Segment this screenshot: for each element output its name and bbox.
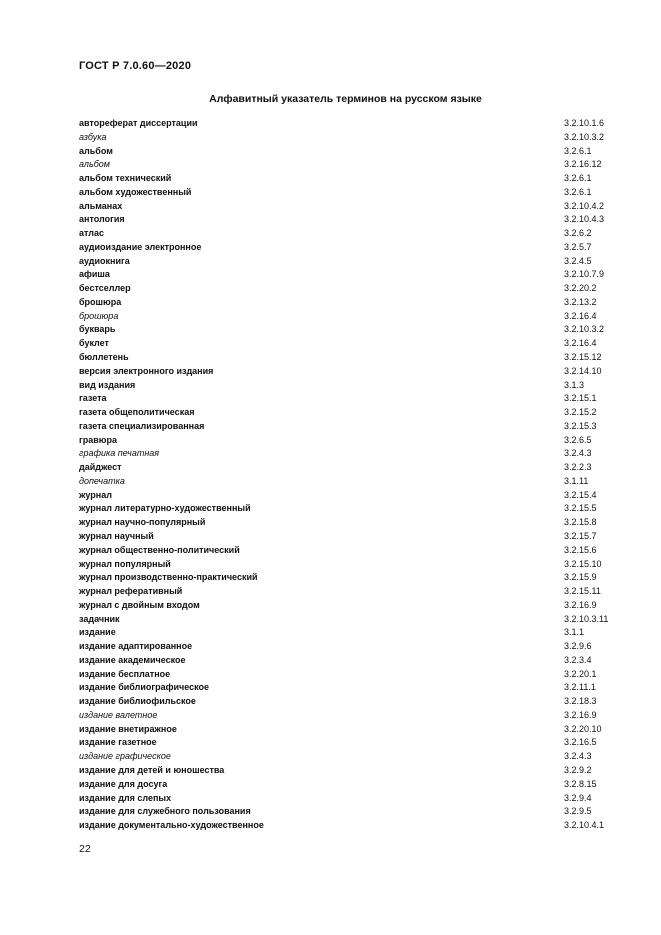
index-reference: 3.2.10.3.11	[564, 613, 609, 624]
index-term: издание документально-художественное	[79, 820, 264, 831]
index-entry	[79, 145, 619, 159]
index-term: азбука	[79, 131, 107, 142]
index-term: журнал общественно-политический	[79, 544, 240, 555]
index-term: дайджест	[79, 462, 122, 473]
index-reference: 3.2.6.1	[564, 145, 592, 156]
index-term: журнал производственно-практический	[79, 572, 258, 583]
index-term: альбом	[79, 145, 113, 156]
index-title: Алфавитный указатель терминов на русском языке	[209, 93, 482, 105]
index-entry	[79, 337, 619, 351]
index-entry	[79, 392, 619, 406]
index-term: брошюра	[79, 310, 119, 321]
index-term: антология	[79, 214, 125, 225]
index-term: журнал литературно-художественный	[79, 503, 251, 514]
index-term: вид издания	[79, 379, 136, 390]
index-term: издание библиографическое	[79, 682, 210, 693]
index-reference: 3.2.10.4.1	[564, 820, 605, 831]
index-entry	[79, 365, 619, 379]
index-entry	[79, 296, 619, 310]
index-reference: 3.1.3	[564, 379, 585, 390]
index-term: газета общеполитическая	[79, 407, 195, 418]
index-term: издание валетное	[79, 709, 158, 720]
index-reference: 3.2.15.12	[564, 352, 602, 363]
index-reference: 3.2.16.9	[564, 599, 597, 610]
index-reference: 3.2.15.2	[564, 407, 597, 418]
index-reference: 3.2.6.5	[564, 434, 592, 445]
index-reference: 3.2.5.7	[564, 241, 592, 252]
index-term: бюллетень	[79, 352, 129, 363]
index-reference: 3.2.15.8	[564, 517, 597, 528]
index-reference: 3.2.8.15	[564, 778, 597, 789]
index-entry	[79, 461, 619, 475]
index-term: альбом	[79, 159, 110, 170]
index-reference: 3.2.16.4	[564, 338, 597, 349]
index-reference: 3.2.20.2	[564, 283, 597, 294]
index-term: журнал популярный	[79, 558, 171, 569]
index-reference: 3.2.15.4	[564, 489, 597, 500]
index-entry	[79, 213, 619, 227]
index-reference: 3.2.10.4.3	[564, 214, 605, 225]
index-term: афиша	[79, 269, 110, 280]
index-entry	[79, 778, 619, 792]
index-entry	[79, 475, 619, 489]
index-entry	[79, 544, 619, 558]
index-reference: 3.2.20.10	[564, 723, 602, 734]
index-entry	[79, 268, 619, 282]
index-entry	[79, 186, 619, 200]
index-entry	[79, 406, 619, 420]
index-reference: 3.2.6.2	[564, 228, 592, 239]
index-reference: 3.2.13.2	[564, 296, 597, 307]
index-term: версия электронного издания	[79, 365, 214, 376]
index-term: издание академическое	[79, 654, 186, 665]
index-entry	[79, 599, 619, 613]
index-reference: 3.2.15.3	[564, 420, 597, 431]
index-reference: 3.2.15.10	[564, 558, 602, 569]
index-term: брошюра	[79, 296, 122, 307]
index-reference: 3.2.11.1	[564, 682, 596, 693]
page-number: 22	[79, 843, 91, 855]
index-entry	[79, 323, 619, 337]
index-reference: 3.2.18.3	[564, 696, 597, 707]
index-term: издание	[79, 627, 116, 638]
index-term: аудиокнига	[79, 255, 130, 266]
index-term: автореферат диссертации	[79, 118, 198, 128]
index-entry	[79, 227, 619, 241]
index-entry	[79, 558, 619, 572]
index-reference: 3.2.4.3	[564, 448, 592, 459]
index-entry	[79, 819, 619, 833]
index-entry	[79, 695, 619, 709]
index-entry	[79, 571, 619, 585]
index-term: издание библиофильское	[79, 696, 196, 707]
index-reference: 3.2.10.3.2	[564, 324, 605, 335]
index-entry	[79, 434, 619, 448]
index-reference: 3.2.16.5	[564, 737, 597, 748]
index-term: журнал научно-популярный	[79, 517, 206, 528]
index-term: бестселлер	[79, 283, 131, 294]
index-reference: 3.2.14.10	[564, 365, 602, 376]
index-entry	[79, 764, 619, 778]
index-entry	[79, 668, 619, 682]
index-term: издание для детей и юношества	[79, 764, 225, 775]
index-term: задачник	[79, 613, 120, 624]
index-entry	[79, 200, 619, 214]
index-reference: 3.2.4.3	[564, 751, 592, 762]
index-reference: 3.2.15.11	[564, 586, 601, 597]
index-reference: 3.2.15.7	[564, 530, 597, 541]
index-term: издание адаптированное	[79, 641, 193, 652]
index-term: графика печатная	[79, 448, 160, 459]
index-term: журнал с двойным входом	[79, 599, 200, 610]
index-term: альманах	[79, 200, 123, 211]
index-term: букварь	[79, 324, 116, 335]
index-term: журнал реферативный	[79, 586, 183, 597]
index-entry	[79, 530, 619, 544]
index-term: допечатка	[79, 475, 125, 486]
index-entry	[79, 158, 619, 172]
index-entry	[79, 447, 619, 461]
index-entry	[79, 131, 619, 145]
index-term: издание для досуга	[79, 778, 168, 789]
index-reference: 3.2.9.2	[564, 764, 592, 775]
index-entry	[79, 420, 619, 434]
index-reference: 3.2.15.6	[564, 544, 597, 555]
index-entry	[79, 640, 619, 654]
index-reference: 3.2.3.4	[564, 654, 592, 665]
index-entry	[79, 172, 619, 186]
index-term: альбом технический	[79, 173, 172, 184]
index-reference: 3.2.9.6	[564, 641, 592, 652]
index-entry	[79, 681, 619, 695]
index-reference: 3.2.15.1	[564, 393, 597, 404]
index-reference: 3.2.6.1	[564, 186, 592, 197]
index-term: журнал научный	[79, 530, 154, 541]
index-term: издание внетиражное	[79, 723, 177, 734]
index-entry	[79, 282, 619, 296]
index-entry	[79, 241, 619, 255]
index-entry	[79, 502, 619, 516]
document-code: ГОСТ Р 7.0.60—2020	[79, 60, 192, 72]
term-index-list	[79, 117, 619, 833]
index-term: издание для служебного пользования	[79, 806, 251, 817]
index-term: атлас	[79, 228, 105, 239]
index-entry	[79, 709, 619, 723]
index-term: буклет	[79, 338, 109, 349]
index-term: аудиоиздание электронное	[79, 241, 202, 252]
index-term: газета специализированная	[79, 420, 205, 431]
index-entry	[79, 750, 619, 764]
index-reference: 3.2.10.1.6	[564, 118, 605, 128]
index-entry	[79, 613, 619, 627]
index-entry	[79, 792, 619, 806]
index-reference: 3.2.16.12	[564, 159, 602, 170]
index-reference: 3.2.10.4.2	[564, 200, 605, 211]
index-term: газета	[79, 393, 107, 404]
index-entry	[79, 736, 619, 750]
index-entry	[79, 723, 619, 737]
index-entry	[79, 351, 619, 365]
index-reference: 3.1.11	[564, 475, 589, 486]
index-entry	[79, 654, 619, 668]
index-term: альбом художественный	[79, 186, 192, 197]
index-reference: 3.2.4.5	[564, 255, 592, 266]
index-reference: 3.2.2.3	[564, 462, 592, 473]
index-entry	[79, 489, 619, 503]
index-entry	[79, 585, 619, 599]
index-reference: 3.2.16.4	[564, 310, 597, 321]
index-reference: 3.2.6.1	[564, 173, 592, 184]
index-reference: 3.2.16.9	[564, 709, 597, 720]
index-entry	[79, 516, 619, 530]
index-term: издание бесплатное	[79, 668, 171, 679]
index-term: журнал	[79, 489, 112, 500]
index-reference: 3.2.15.9	[564, 572, 597, 583]
index-term: издание газетное	[79, 737, 157, 748]
index-reference: 3.1.1	[564, 627, 585, 638]
index-reference: 3.2.10.3.2	[564, 131, 605, 142]
index-entry	[79, 805, 619, 819]
index-term: гравюра	[79, 434, 117, 445]
index-reference: 3.2.9.4	[564, 792, 592, 803]
index-reference: 3.2.10.7.9	[564, 269, 605, 280]
index-entry	[79, 626, 619, 640]
index-term: издание для слепых	[79, 792, 172, 803]
index-entry	[79, 310, 619, 324]
index-entry	[79, 255, 619, 269]
index-reference: 3.2.20.1	[564, 668, 597, 679]
index-entry	[79, 117, 619, 131]
index-term: издание графическое	[79, 751, 171, 762]
index-reference: 3.2.15.5	[564, 503, 597, 514]
index-entry	[79, 379, 619, 393]
index-reference: 3.2.9.5	[564, 806, 592, 817]
